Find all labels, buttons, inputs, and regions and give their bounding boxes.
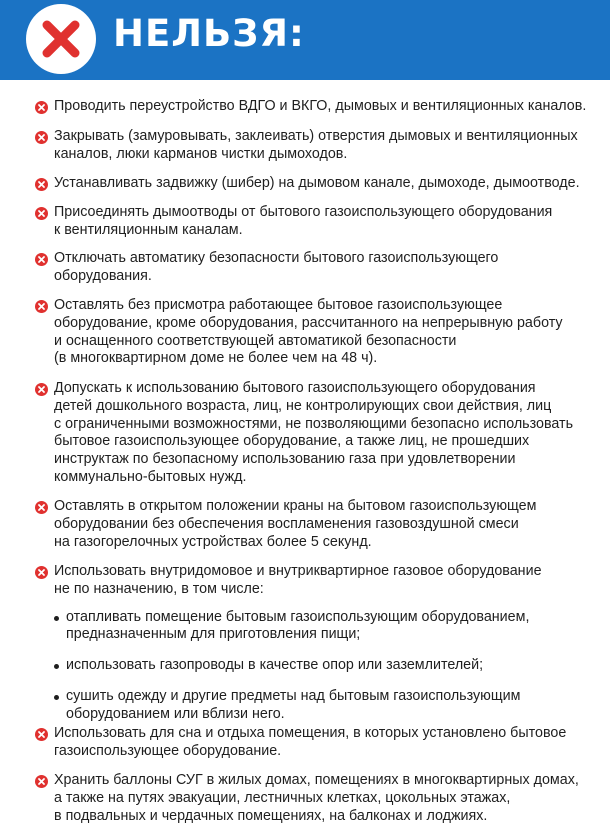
- sub-list-item: [54, 657, 590, 675]
- list-item-text: детей дошкольного возраста, лиц, не контролирующих свои действия, лиц: [54, 397, 552, 414]
- list-item: [0, 250, 610, 286]
- sub-list-item: [54, 688, 590, 724]
- list-item-text: Допускать к использованию бытового газоиспользующего оборудования: [54, 380, 536, 396]
- sub-list-item-text: отапливать помещение бытовым газоиспользующим оборудованием,: [66, 608, 530, 625]
- prohibited-icon: [35, 253, 48, 266]
- prohibited-icon: [35, 178, 48, 191]
- header-banner: [0, 0, 610, 80]
- list-item-text: с ограниченными возможностями, не позволяющими безопасно использовать: [54, 415, 574, 432]
- list-item: [0, 725, 610, 761]
- list-item-text: оборудование, кроме оборудования, рассчитанного на непрерывную работу: [54, 314, 563, 331]
- list-item-text: на газогорелочных устройствах более 5 секунд.: [54, 533, 372, 550]
- list-item: [0, 772, 610, 825]
- sub-list-item-text: оборудованием или вблизи него.: [66, 705, 285, 722]
- list-item-text: Присоединять дымоотводы от бытового газоиспользующего оборудования: [54, 204, 553, 220]
- sub-list-item: [54, 609, 590, 645]
- list-item-text: оборудования.: [54, 267, 152, 284]
- list-item-text: оборудовании без обеспечения воспламенения газовоздушной смеси: [54, 515, 519, 532]
- list-item-text: и оснащенного соответствующей автоматикой безопасности: [54, 332, 457, 349]
- list-item: [0, 297, 610, 368]
- prohibited-icon: [35, 383, 48, 396]
- list-item: [0, 128, 610, 164]
- list-item-text: бытовое газоиспользующее оборудование, а также лиц, не прошедших: [54, 433, 530, 450]
- list-item-text: Устанавливать задвижку (шибер) на дымовом канале, дымоходе, дымоотводе.: [54, 175, 580, 191]
- list-item-text: к вентиляционным каналам.: [54, 221, 243, 238]
- list-item-text: Отключать автоматику безопасности бытового газоиспользующего: [54, 250, 499, 266]
- list-item: [0, 498, 610, 551]
- sub-list-item-text: использовать газопроводы в качестве опор или заземлителей;: [66, 657, 484, 674]
- prohibited-icon: [35, 566, 48, 579]
- list-item-text: в подвальных и чердачных помещениях, на балконах и лоджиях.: [54, 807, 488, 824]
- sub-list-item-text: сушить одежду и другие предметы над бытовым газоиспользующим: [66, 687, 521, 704]
- list-item-text: Использовать внутридомовое и внутриквартирное газовое оборудование: [54, 563, 542, 579]
- prohibited-icon: [35, 131, 48, 144]
- bullet-icon: [54, 616, 59, 621]
- list-item: [0, 98, 610, 116]
- cross-mark-icon: [26, 4, 96, 74]
- list-item-text: Хранить баллоны СУГ в жилых домах, помещениях в многоквартирных домах,: [54, 772, 579, 788]
- page-title: НЕЛЬЗЯ:: [113, 12, 305, 55]
- list-item-text: каналов, люки карманов чистки дымоходов.: [54, 145, 348, 162]
- prohibited-icon: [35, 300, 48, 313]
- list-item-text: Использовать для сна и отдыха помещения, в которых установлено бытовое: [54, 725, 567, 741]
- bullet-icon: [54, 695, 59, 700]
- list-item: [0, 175, 610, 193]
- prohibited-icon: [35, 101, 48, 114]
- list-item-text: Оставлять без присмотра работающее бытовое газоиспользующее: [54, 297, 503, 313]
- list-item-text: инструктаж по безопасному использованию газа при удовлетворении: [54, 451, 516, 468]
- prohibited-icon: [35, 207, 48, 220]
- bullet-icon: [54, 664, 59, 669]
- list-item-text: газоиспользующее оборудование.: [54, 742, 282, 759]
- list-item-text: не по назначению, в том числе:: [54, 580, 264, 597]
- list-item-text: а также на путях эвакуации, лестничных клетках, цокольных этажах,: [54, 789, 511, 806]
- sub-list: [54, 609, 590, 724]
- prohibited-icon: [35, 501, 48, 514]
- list-item-text: Оставлять в открытом положении краны на бытовом газоиспользующем: [54, 498, 537, 514]
- list-item-text: Закрывать (замуровывать, заклеивать) отверстия дымовых и вентиляционных: [54, 128, 578, 144]
- list-item: [0, 204, 610, 240]
- list-item-text: (в многоквартирном доме не более чем на 48 ч).: [54, 350, 378, 367]
- list-item-text: коммунально-бытовых нужд.: [54, 468, 247, 485]
- sub-list-item-text: предназначенным для приготовления пищи;: [66, 626, 361, 643]
- list-item: [0, 380, 610, 487]
- list-item-text: Проводить переустройство ВДГО и ВКГО, дымовых и вентиляционных каналов.: [54, 98, 587, 114]
- prohibited-icon: [35, 775, 48, 788]
- list-item: [0, 563, 610, 737]
- prohibited-icon: [35, 728, 48, 741]
